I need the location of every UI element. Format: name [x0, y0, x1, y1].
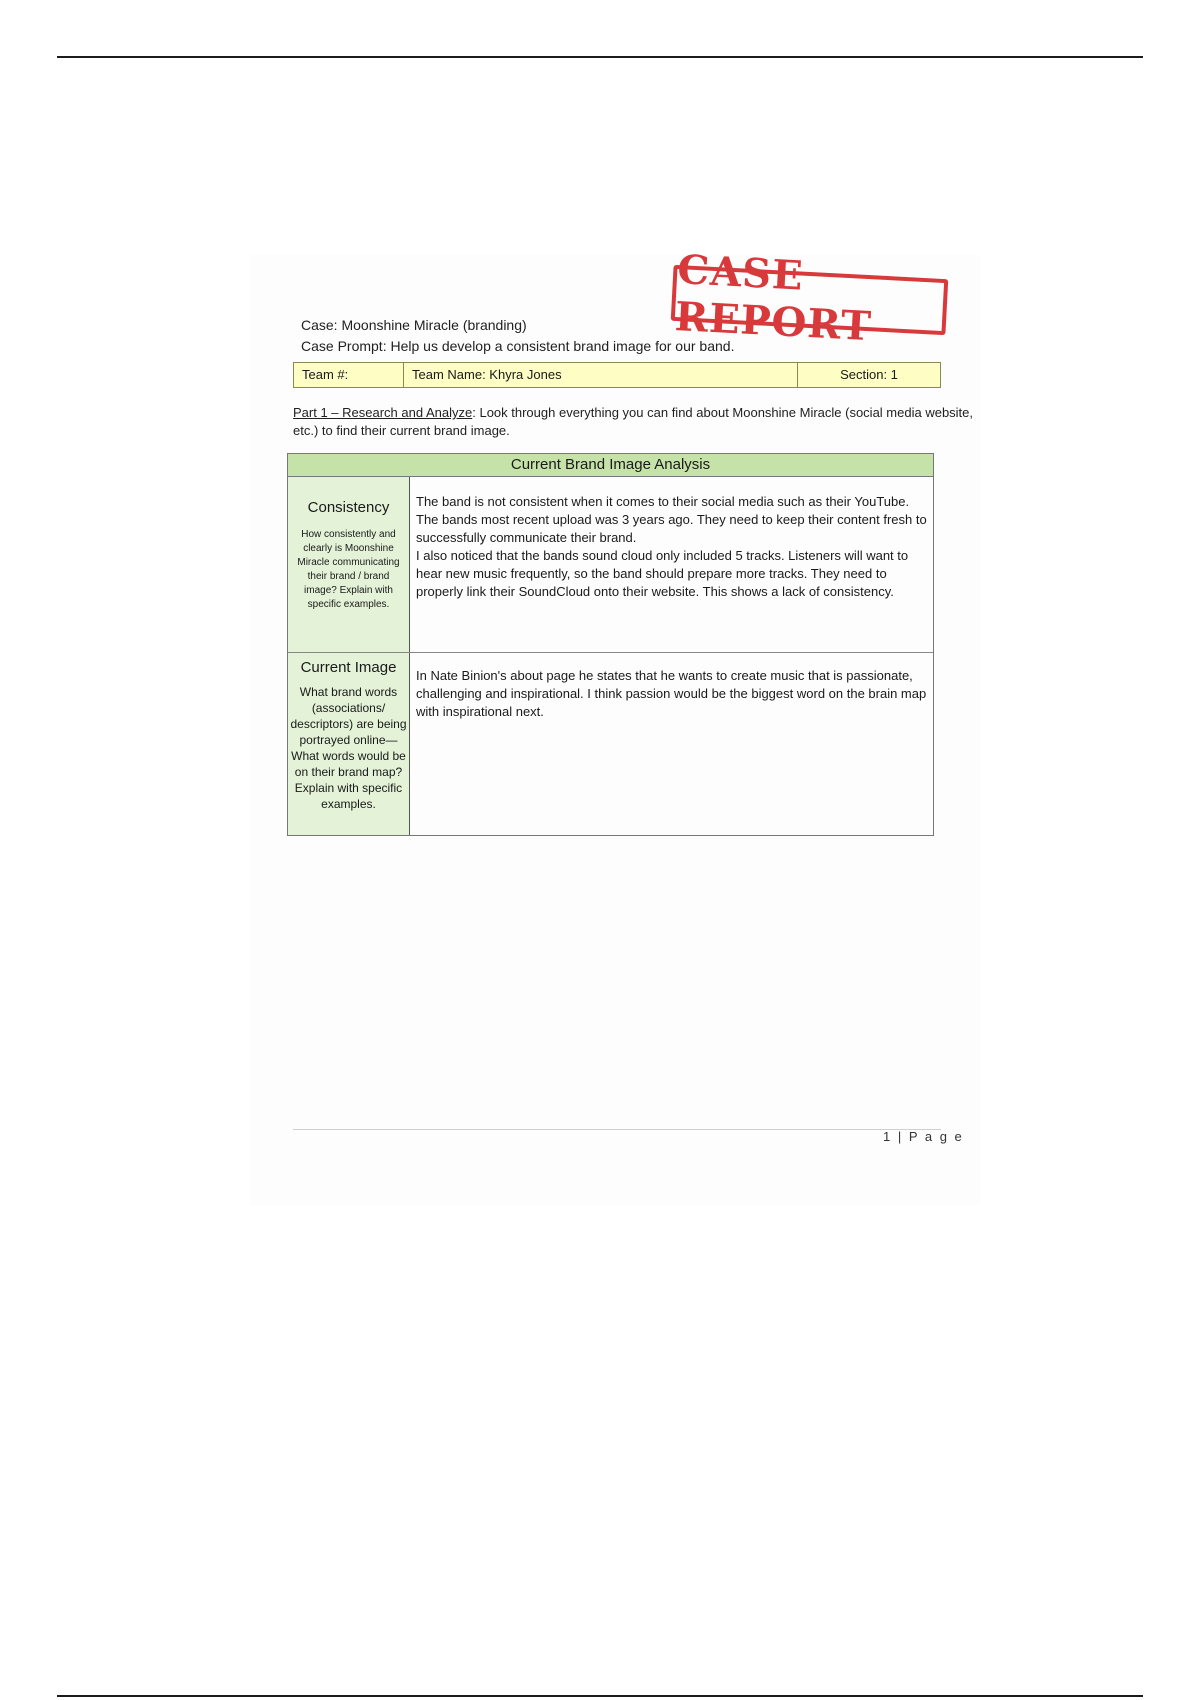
team-info-bar	[293, 362, 941, 388]
row-content: The band is not consistent when it comes to their social media such as their YouTube. The bands most recent upload was 3 years ago. They need to keep their content fresh to successfully communicate their brand. I also noticed that the bands sound cloud only included 5 tracks. Listeners will want to hear new music frequently, so the band should prepare more tracks. They need to properly link their SoundCloud onto their website. This shows a lack of consistency.	[416, 494, 927, 599]
brand-analysis-table	[287, 453, 934, 836]
case-report-stamp	[671, 246, 949, 351]
row-label: Consistency	[307, 499, 390, 516]
table-row-current-image	[288, 653, 933, 835]
row-label-cell	[288, 477, 410, 652]
row-content: In Nate Binion's about page he states that he wants to create music that is passionate, challenging and inspirational. I think passion would be the biggest word on the brain map with inspirational next.	[416, 668, 927, 719]
case-prompt: Case Prompt: Help us develop a consistent brand image for our band.	[301, 338, 735, 354]
row-label-cell	[288, 653, 410, 835]
row-description: What brand words (associations/ descriptors) are being portrayed online—What words would be on their brand map? Explain with specific examples.	[290, 685, 407, 811]
page-number: 1 | P a g e	[883, 1129, 964, 1144]
footer-divider	[293, 1129, 941, 1130]
part1-text: : Look through everything you can find about Moonshine Miracle (social media website, etc.) to find their current brand image.	[293, 405, 974, 438]
stamp-text: CASE REPORT	[673, 246, 873, 351]
team-number: Team #:	[294, 363, 404, 387]
row-label: Current Image	[300, 659, 397, 676]
top-rule	[57, 56, 1143, 58]
table-title: Current Brand Image Analysis	[288, 454, 933, 477]
part1-heading: Part 1 – Research and Analyze	[293, 405, 473, 420]
team-name: Team Name: Khyra Jones	[404, 363, 798, 387]
case-title: Case: Moonshine Miracle (branding)	[301, 317, 527, 333]
bottom-rule	[57, 1695, 1143, 1697]
section-number: Section: 1	[840, 367, 898, 382]
part1-instructions	[293, 404, 993, 440]
table-row-consistency	[288, 477, 933, 653]
row-description: How consistently and clearly is Moonshine Miracle communicating their brand / brand image? Explain with specific examples.	[297, 529, 400, 610]
